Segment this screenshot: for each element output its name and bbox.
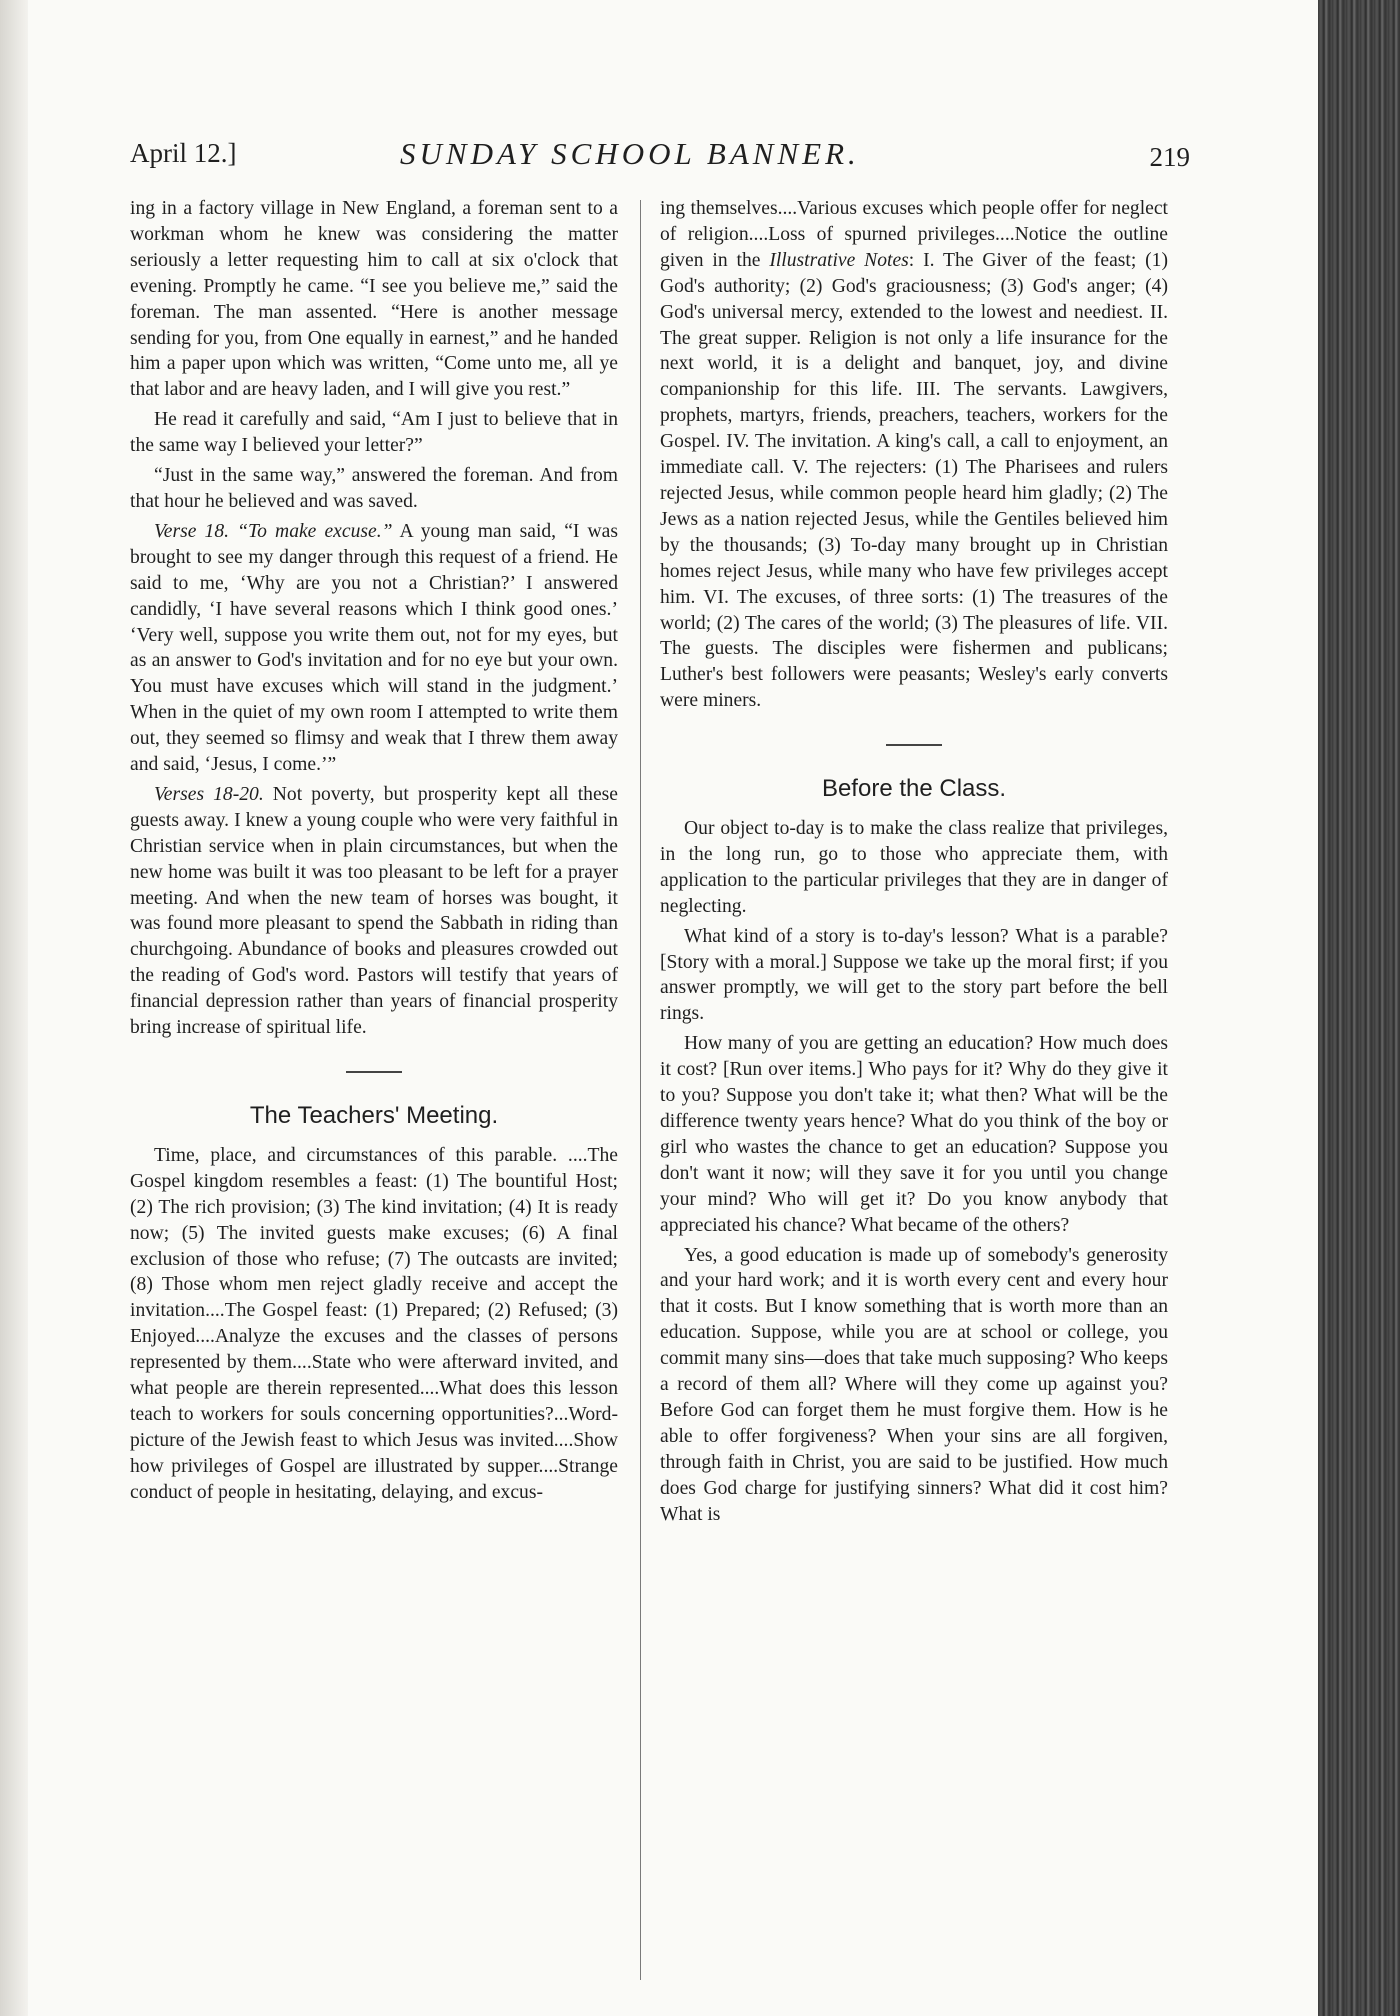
section-divider [346,1071,402,1073]
paragraph: He read it carefully and said, “Am I just to believe that in the same way I believed your letter?” [130,409,618,457]
column-rule [640,200,641,1980]
paragraph: ing in a factory village in New England, a foreman sent to a workman whom he knew was considering the matter seriously a letter requesting him to call at six o'clock that evening. Promptly he came. “I see you believe me,” said the foreman. The man assented. “Here is another message sending for you, from One equally in earnest,” and he handed him a paper upon which was written, “Come unto me, all ye that labor and are heavy laden, and I will give you rest.” [130,198,618,401]
section-heading: Before the Class. [821,775,1007,803]
paragraph: What kind of a story is to-day's lesson? What is a parable? [Story with a moral.] Suppose we take up the moral first; if you answer promptly, we will get to the story part before the bell rings. [660,925,1168,1025]
paragraph-text: A young man said, “I was brought to see my danger through this request of a friend. He said to me, ‘Why are you not a Christian?’ I answered candidly, ‘I have several reasons which I think good ones.’ ‘Very well, suppose you write them out, not for my eyes, but as an answer to God's invitation and for no eye but your own. You must have excuses which will stand in the judgment.’ When in the quiet of my own room I attempted to write them out, they seemed so flimsy and weak that I threw them away and said, ‘Jesus, I come.’” [130,520,618,776]
page-edge [0,0,28,2016]
paragraph: “Just in the same way,” answered the foreman. And from that hour he believed and was saved. [130,465,618,512]
paragraph-text: Not poverty, but prosperity kept all these guests away. I knew a young couple who were very faithful in Christian service when in plain circumstances, but when the new home was built it was too pleasant to be left for a prayer meeting. And when the new team of horses was bought, it was found more pleasant to spend the Sabbath in riding than churchgoing. Abundance of books and pleasures crowded out the reading of God's word. Pastors will testify that years of financial depression rather than years of financial prosperity bring increase of spiritual life. [130,783,618,1039]
left-column [130,196,618,1510]
paragraph: Our object to-day is to make the class realize that privileges, in the long run, go to those who appreciate them, with application to the particular privileges that they are in danger of neglecting. [660,818,1168,917]
header-date: April 12.] [130,138,237,168]
verse-reference: Verse 18. “To make excuse.” [154,520,393,542]
verse-reference: Verses 18-20. [154,783,264,805]
book-spine [1318,0,1400,2016]
section-divider [886,744,942,746]
right-column [660,196,1168,1532]
journal-title: SUNDAY SCHOOL BANNER. [400,136,860,171]
paragraph-text: ing themselves....Various excuses which people offer for neglect of religion....Loss of spurned privileges....Notice the outline given in the [660,198,1168,271]
paragraph: Yes, a good education is made up of somebody's generosity and your hard work; and it is worth every cent and every hour that it costs. But I know something that is worth more than an education. Suppose, while you are at school or college, you commit many sins—does that take much supposing? Who keeps a record of them all? Where will they come up against you? Before God can forget them he must forgive them. How is he able to offer forgiveness? When your sins are all forgiven, through faith in Christ, you are said to be justified. How much does God charge for justifying sinners? What did it cost him? What is [660,1244,1168,1525]
paragraph [660,196,1168,714]
italic-title: Illustrative Notes [769,249,909,271]
paragraph-text: : I. The Giver of the feast; (1) God's authority; (2) God's graciousness; (3) God's anger; (4) God's universal mercy, extended to the lowest and neediest. II. The great supper. Religion is not only a life insurance for the next world, it is a delight and banquet, joy, and divine companionship for this life. III. The servants. Lawgivers, prophets, martyrs, friends, preachers, teachers, workers for the Gospel. IV. The invitation. A king's call, a call to enjoyment, an immediate call. V. The rejecters: (1) The Pharisees and rulers rejected Jesus, while common people heard him gladly; (2) The Jews as a nation rejected Jesus, while the Gentiles believed him by the thousands; (3) To-day many brought up in Christian homes reject Jesus, while many who have few privileges accept him. VI. The excuses, of three sorts: (1) The treasures of the world; (2) The cares of the world; (3) The pleasures of life. VII. The guests. The disciples were fishermen and publicans; Luther's best followers were peasants; Wesley's early converts were miners. [660,249,1168,712]
paragraph [130,782,618,1041]
paragraph [130,519,618,778]
paragraph: How many of you are getting an education? How much does it cost? [Run over items.] Who pays for it? Why do they give it to you? Suppose you don't take it; what then? What will be the difference twenty years hence? What do you think of the boy or girl who wastes the chance to get an education? Suppose you don't want it now; will they save it for you until you change your mind? Who will get it? Do you know anybody that appreciated his chance? What became of the others? [660,1033,1168,1236]
paragraph: Time, place, and circumstances of this parable. ....The Gospel kingdom resembles a feast: (1) The bountiful Host; (2) The rich provision; (3) The kind invitation; (4) It is ready now; (5) The invited guests make excuses; (6) A final exclusion of those who refuse; (7) The outcasts are invited; (8) Those whom men reject gladly receive and accept the invitation....The Gospel feast: (1) Prepared; (2) Refused; (3) Enjoyed....Analyze the excuses and the classes of persons represented by them....State who were afterward invited, and what people are therein represented....What does this lesson teach to workers for souls concerning opportunities?...Word-picture of the Jewish feast to which Jesus was invited....Show how privileges of Gospel are illustrated by supper....Strange conduct of people in hesitating, delaying, and excus- [130,1144,618,1503]
running-header [130,130,1190,190]
page-number: 219 [1149,142,1190,172]
section-heading: The Teachers' Meeting. [249,1102,499,1129]
